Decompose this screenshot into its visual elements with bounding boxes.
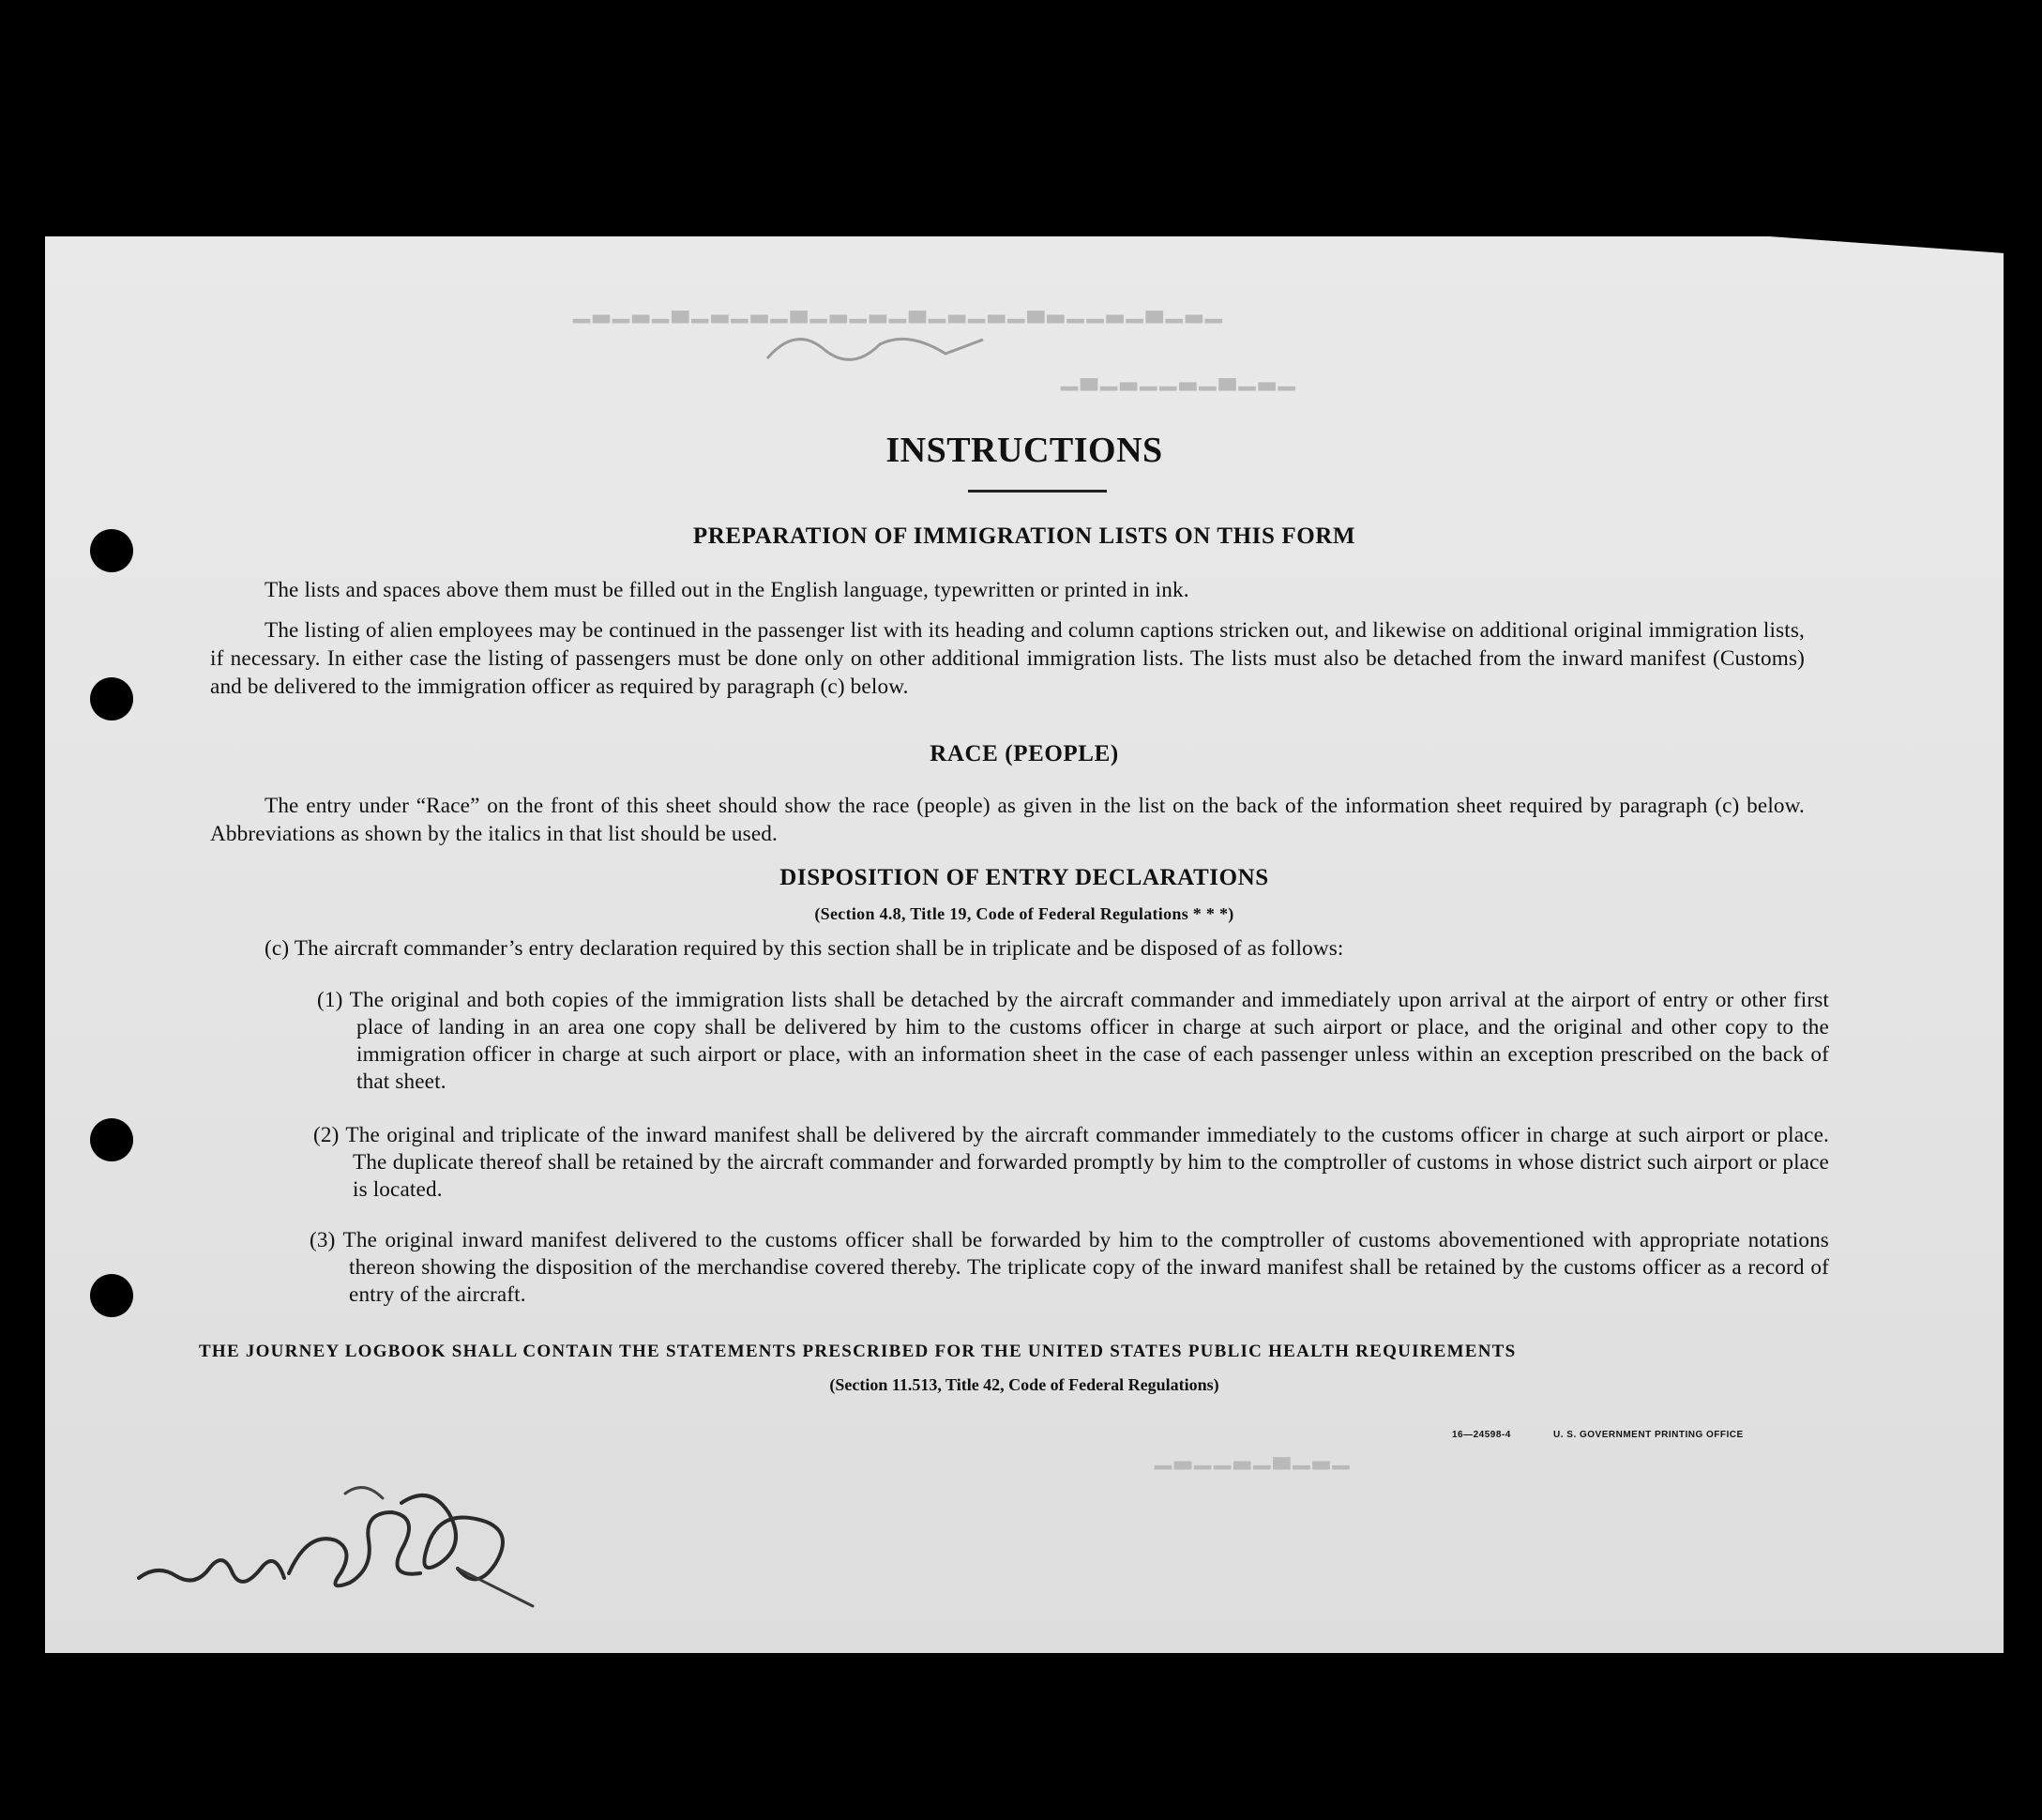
binder-hole — [90, 1118, 133, 1161]
handwritten-signature — [120, 1475, 645, 1625]
disposition-heading: DISPOSITION OF ENTRY DECLARATIONS — [779, 865, 1269, 890]
disposition-intro: (c) The aircraft commander’s entry declaration required by this section shall be in triplicate and be disposed of as follows: — [265, 936, 1344, 961]
race-paragraph: The entry under “Race” on the front of this sheet should show the race (people) as given in the list on the back of the information sheet required by paragraph (c) below. Abbreviations as shown by the italics in that list should be used. — [210, 794, 1805, 846]
disposition-item: (3) The original inward manifest delivered to the customs officer shall be forwarded by him to the comptroller of customs abovementioned with appropriate notations thereon showing the disposition of the merchandise covered thereby. The triplicate copy of the inward manifest shall be retained by the customs officer as a record of entry of the aircraft. — [310, 1228, 1829, 1307]
title-underline — [968, 490, 1107, 493]
binder-hole — [90, 677, 133, 720]
disposition-item: (1) The original and both copies of the immigration lists shall be detached by the aircraft commander and immediately upon arrival at the airport of entry or other first place of landing in an area one copy shall be delivered by him to the customs officer in charge at such airport or place, and the original and other copy to the immigration officer in charge at such airport or place, with an information sheet in the case of each passenger unless within an exception prescribed on the back of that sheet. — [317, 988, 1829, 1094]
disposition-subheading: (Section 4.8, Title 19, Code of Federal Regulations * * *) — [814, 904, 1234, 923]
preparation-paragraph-1: The lists and spaces above them must be filled out in the English language, typewritten or printed in ink. — [265, 578, 1189, 602]
page-title: INSTRUCTIONS — [885, 431, 1163, 470]
footer-subheading: (Section 11.513, Title 42, Code of Federal Regulations) — [829, 1375, 1219, 1394]
race-heading: RACE (PEOPLE) — [930, 741, 1119, 766]
preparation-heading: PREPARATION OF IMMIGRATION LISTS ON THIS FORM — [692, 523, 1356, 549]
print-code: 16—24598‑4 — [1452, 1430, 1511, 1440]
disposition-item: (2) The original and triplicate of the inward manifest shall be delivered by the aircraft commander immediately to the customs officer in charge at such airport or place. The duplicate thereof shall be retained by the aircraft commander and forwarded promptly by him to the comptroller of customs in whose district such airport or place is located. — [313, 1123, 1829, 1202]
printing-office-label: U. S. GOVERNMENT PRINTING OFFICE — [1553, 1430, 1744, 1440]
preparation-paragraph-2: The listing of alien employees may be continued in the passenger list with its heading and column captions stricken out, and likewise on additional original immigration lists, if necessary. In either case the listing of passengers must be done only on other additional immigration lists. The lists must also be detached from the inward manifest (Customs) and be delivered to the immigration officer as required by paragraph (c) below. — [210, 618, 1805, 699]
footer-heading: THE JOURNEY LOGBOOK SHALL CONTAIN THE STATEMENTS PRESCRIBED FOR THE UNITED STATES PUBLIC HEALTH REQUIREMENTS — [199, 1342, 1517, 1361]
binder-hole — [90, 1274, 133, 1317]
pencil-mark — [758, 321, 992, 377]
document-page: ▁▂▁▃▁▂▁▁▂▃▁▂▁▂▁▃▁▂▁▂▁▃▁▂▁▂▁▃▁▂▁▂▁ ▁▂▁▃▁▂▁▁▂▁▃▁ ▁▂▁▃▁▂▁▁▂▁ INSTRUCTIONS PREPARATION OF IMMIGRATION LISTS ON THIS FORM The lists and spaces above them must be filled out in the English language, typewritten or printed in ink. The listing of alien employees may be continued in the passenger list with its heading and column captions stricken out, and likewise on additional original immigration lists, if necessary. In either case the listing of passengers must be done only on other additional immigration lists. The lists must also be detached from the inward manifest (Customs) and be delivered to the immigration officer as required by paragraph (c) below. RACE (PEOPLE) The entry under “Race” on the front of this sheet should show the race (people) as given in the list on the back of the information sheet required by paragraph (c) below. Abbreviations as shown by the italics in that list should be used. DISPOSITION OF ENTRY DECLARATIONS (Section 4.8, Title 19, Code of Federal Regulations * * *) (c) The aircraft commander’s entry declaration required by this section shall be in triplicate and be disposed of as follows: (1) The original and both copies of the immigration lists shall be detached by the aircraft commander and immediately upon arrival at the airport of entry or other first place of landing in an area one copy shall be delivered by him to the customs officer in charge at such airport or place, and the original and other copy to the immigration officer in charge at such airport or place, with an information sheet in the case of each passenger unless within an exception prescribed on the back of that sheet. (2) The original and triplicate of the inward manifest shall be delivered by the aircraft commander immediately to the customs officer in charge at such airport or place. The duplicate thereof shall be retained by the aircraft commander and forwarded promptly by him to the comptroller of customs in whose district such airport or place is located. (3) The original inward manifest delivered to the customs officer shall be forwarded by him to the comptroller of customs abovementioned with appropriate notations thereon showing the disposition of the merchandise covered thereby. The triplicate copy of the inward manifest shall be retained by the customs officer as a record of entry of the aircraft. THE JOURNEY LOGBOOK SHALL CONTAIN THE STATEMENTS PRESCRIBED FOR THE UNITED STATES PUBLIC HEALTH REQUIREMENTS (Section 11.513, Title 42, Code of Federal Regulations) 16—24598‑4 U. S. GOVERNMENT PRINTING OFFICE — [45, 236, 2004, 1653]
